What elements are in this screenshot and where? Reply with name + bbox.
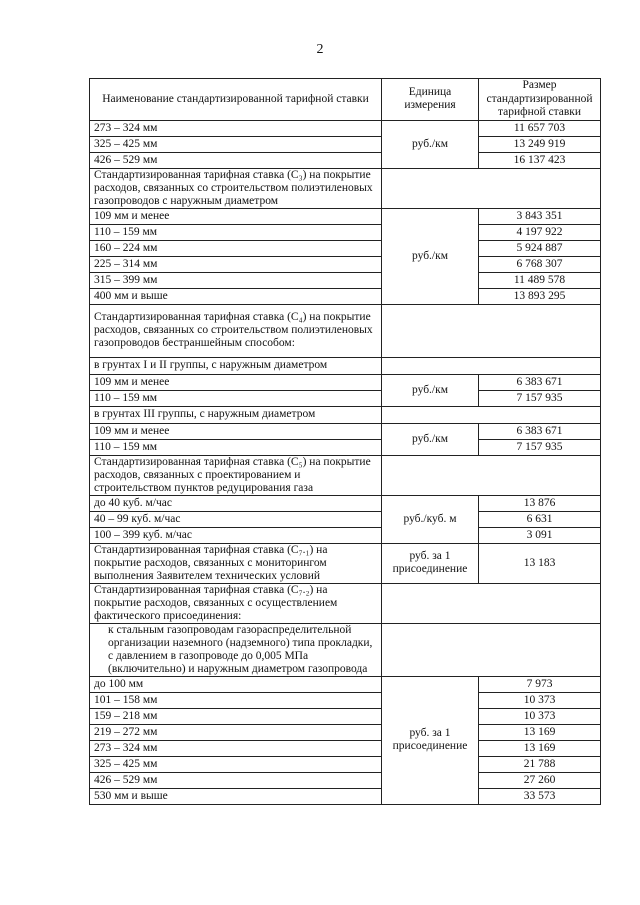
rate-value: 11 489 578: [479, 272, 601, 288]
table-row: [90, 511, 601, 527]
diameter-label: 110 – 159 мм: [90, 224, 382, 240]
rate-value: 27 260: [479, 772, 601, 788]
rate-value: 21 788: [479, 756, 601, 772]
table-row: [90, 390, 601, 406]
table-row: [90, 724, 601, 740]
section-title-c4: Стандартизированная тарифная ставка (С₄) на покрытие расходов, связанных со строительством полиэтиленовых газопроводов бестраншейным способом:: [90, 304, 382, 357]
rate-value: 6 768 307: [479, 256, 601, 272]
empty-cell: [382, 623, 601, 676]
table-row: [90, 423, 601, 439]
capacity-label: до 40 куб. м/час: [90, 495, 382, 511]
diameter-label: 160 – 224 мм: [90, 240, 382, 256]
unit-cell: руб./км: [382, 120, 479, 168]
section-title-row: [90, 455, 601, 495]
rate-value: 13 876: [479, 495, 601, 511]
unit-cell: руб./км: [382, 208, 479, 304]
condition-row: [90, 406, 601, 423]
rate-value: 6 383 671: [479, 423, 601, 439]
rate-value: 13 169: [479, 724, 601, 740]
table-row: [90, 224, 601, 240]
table-row: [90, 152, 601, 168]
table-row: [90, 439, 601, 455]
section-row-c71: [90, 543, 601, 583]
rate-value: 3 091: [479, 527, 601, 543]
table-row: [90, 692, 601, 708]
section-title-c71: Стандартизированная тарифная ставка (С₇.₁) на покрытие расходов, связанных с мониторингом выполнения Заявителем технических условий: [90, 543, 382, 583]
empty-cell: [382, 406, 601, 423]
rate-value: 4 197 922: [479, 224, 601, 240]
table-row: [90, 136, 601, 152]
unit-cell: руб./км: [382, 423, 479, 455]
diameter-label: 426 – 529 мм: [90, 152, 382, 168]
section-title-c72: Стандартизированная тарифная ставка (С₇.₂) на покрытие расходов, связанных с осуществлением фактического присоединения:: [90, 583, 382, 623]
condition-row: [90, 357, 601, 374]
table-row: [90, 788, 601, 804]
diameter-label: 109 мм и менее: [90, 374, 382, 390]
rate-value: 13 893 295: [479, 288, 601, 304]
diameter-label: до 100 мм: [90, 676, 382, 692]
diameter-label: 109 мм и менее: [90, 423, 382, 439]
table-row: [90, 708, 601, 724]
section-title-row: [90, 304, 601, 357]
diameter-label: 273 – 324 мм: [90, 120, 382, 136]
rate-value: 5 924 887: [479, 240, 601, 256]
rate-value: 16 137 423: [479, 152, 601, 168]
page-number: 2: [316, 42, 324, 57]
rate-value: 11 657 703: [479, 120, 601, 136]
pipeline-condition: к стальным газопроводам газораспределительной организации наземного (надземного) типа прокладки, с давлением в газопроводе до 0,005 МПа (включительно) и наружным диаметром газопровода: [90, 623, 382, 676]
soil-condition-1: в грунтах I и II группы, с наружным диаметром: [90, 357, 382, 374]
capacity-label: 40 – 99 куб. м/час: [90, 511, 382, 527]
header-name: Наименование стандартизированной тарифной ставки: [90, 79, 382, 121]
diameter-label: 219 – 272 мм: [90, 724, 382, 740]
soil-condition-2: в грунтах III группы, с наружным диаметром: [90, 406, 382, 423]
table-row: [90, 740, 601, 756]
capacity-label: 100 – 399 куб. м/час: [90, 527, 382, 543]
table-row: [90, 288, 601, 304]
empty-cell: [382, 304, 601, 357]
rate-value: 6 383 671: [479, 374, 601, 390]
empty-cell: [382, 357, 601, 374]
table-row: [90, 772, 601, 788]
rate-value: 6 631: [479, 511, 601, 527]
header-size: Размер стандартизированной тарифной ставки: [479, 79, 601, 121]
table-header-row: [90, 79, 601, 121]
header-unit: Единица измерения: [382, 79, 479, 121]
table-row: [90, 256, 601, 272]
rate-value: 10 373: [479, 708, 601, 724]
diameter-label: 426 – 529 мм: [90, 772, 382, 788]
diameter-label: 109 мм и менее: [90, 208, 382, 224]
diameter-label: 101 – 158 мм: [90, 692, 382, 708]
table-row: [90, 527, 601, 543]
rate-value: 10 373: [479, 692, 601, 708]
rate-value: 13 249 919: [479, 136, 601, 152]
diameter-label: 110 – 159 мм: [90, 439, 382, 455]
table-row: [90, 208, 601, 224]
diameter-label: 400 мм и выше: [90, 288, 382, 304]
rate-value: 7 157 935: [479, 390, 601, 406]
condition-row: [90, 623, 601, 676]
empty-cell: [382, 455, 601, 495]
diameter-label: 273 – 324 мм: [90, 740, 382, 756]
unit-cell: руб. за 1 присоединение: [382, 543, 479, 583]
diameter-label: 530 мм и выше: [90, 788, 382, 804]
table-row: [90, 272, 601, 288]
empty-cell: [382, 583, 601, 623]
diameter-label: 225 – 314 мм: [90, 256, 382, 272]
empty-cell: [382, 168, 601, 208]
diameter-label: 159 – 218 мм: [90, 708, 382, 724]
rate-value: 3 843 351: [479, 208, 601, 224]
rate-value: 7 973: [479, 676, 601, 692]
diameter-label: 315 – 399 мм: [90, 272, 382, 288]
table-row: [90, 374, 601, 390]
rate-value: 13 183: [479, 543, 601, 583]
table-row: [90, 495, 601, 511]
section-title-c3: Стандартизированная тарифная ставка (С₃) на покрытие расходов, связанных со строительством полиэтиленовых газопроводов с наружным диаметром: [90, 168, 382, 208]
diameter-label: 325 – 425 мм: [90, 136, 382, 152]
table-row: [90, 240, 601, 256]
table-row: [90, 120, 601, 136]
section-title-row: [90, 168, 601, 208]
table-row: [90, 756, 601, 772]
section-title-row: [90, 583, 601, 623]
section-title-c5: Стандартизированная тарифная ставка (С₅) на покрытие расходов, связанных с проектированием и строительством пунктов редуцирования газа: [90, 455, 382, 495]
tariff-table: [89, 78, 601, 805]
table-row: [90, 676, 601, 692]
unit-cell: руб. за 1 присоединение: [382, 676, 479, 804]
rate-value: 13 169: [479, 740, 601, 756]
diameter-label: 110 – 159 мм: [90, 390, 382, 406]
unit-cell: руб./куб. м: [382, 495, 479, 543]
rate-value: 33 573: [479, 788, 601, 804]
rate-value: 7 157 935: [479, 439, 601, 455]
diameter-label: 325 – 425 мм: [90, 756, 382, 772]
unit-cell: руб./км: [382, 374, 479, 406]
